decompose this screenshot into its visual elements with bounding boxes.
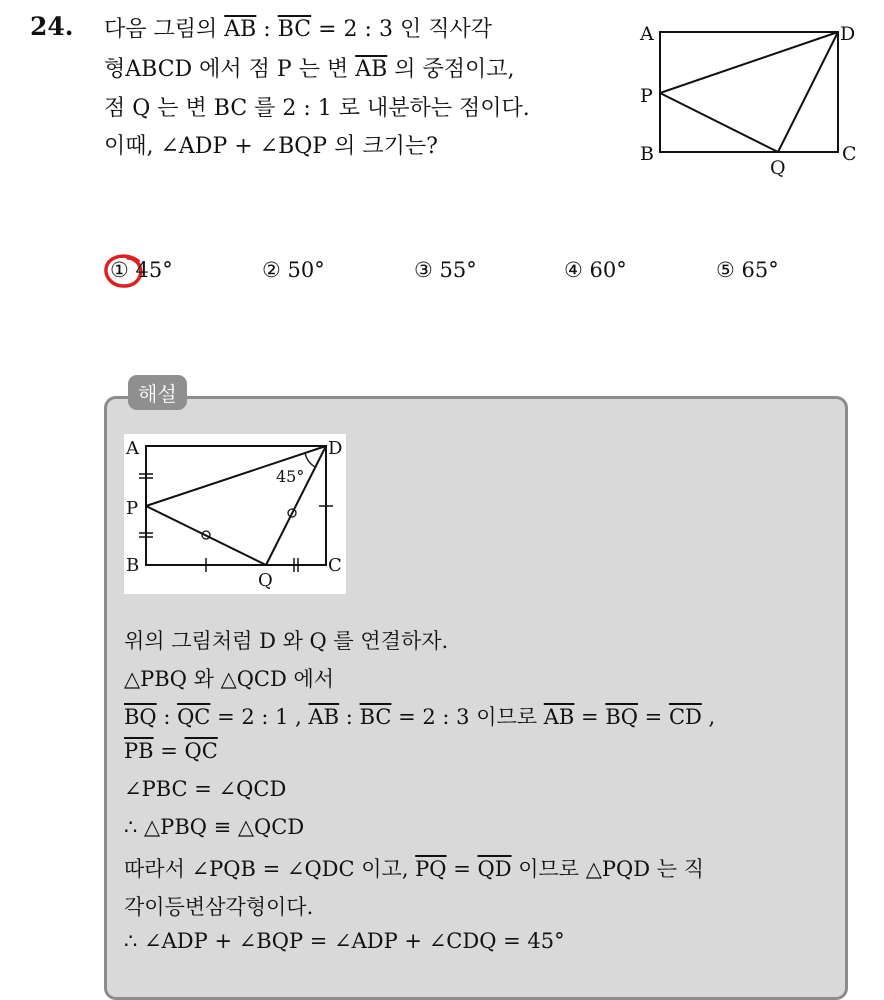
text: = 2 : 3 이므로: [391, 705, 544, 729]
rectangle-figure: [636, 20, 866, 180]
choice-1[interactable]: ① 45°: [110, 258, 173, 282]
label-p: P: [126, 498, 139, 519]
text: =: [153, 739, 185, 763]
segment-bq: $\overline{BQ}$: [124, 705, 157, 729]
segment-pq: [660, 93, 778, 152]
answer-choices: [0, 258, 884, 294]
text: 의 중점이고,: [387, 57, 515, 82]
text: :: [156, 705, 178, 729]
segment-qd: $\overline{QD}$: [477, 857, 512, 881]
label-p: P: [640, 85, 653, 107]
segment-qc: $\overline{QC}$: [184, 739, 218, 763]
segment-cd: $\overline{CD}$: [668, 705, 702, 729]
solution-line-4: [124, 739, 218, 763]
segment-pb: $\overline{PB}$: [124, 739, 154, 763]
segment-ab: $\overline{AB}$: [224, 17, 257, 42]
label-q: Q: [770, 157, 786, 179]
text: = 2 : 1 ,: [210, 705, 309, 729]
segment-pq: $\overline{PQ}$: [415, 857, 447, 881]
solution-figure: [124, 434, 346, 594]
segment-ab: $\overline{AB}$: [355, 57, 388, 82]
choice-5[interactable]: ⑤ 65°: [716, 258, 779, 282]
label-d: D: [328, 438, 343, 459]
solution-line-8: 각이등변삼각형이다.: [124, 895, 314, 919]
segment-ab: $\overline{AB}$: [308, 705, 340, 729]
choice-3[interactable]: ③ 55°: [414, 258, 477, 282]
text: :: [339, 705, 360, 729]
label-c: C: [328, 555, 342, 576]
question-number: 24.: [30, 12, 74, 41]
rectangle-abcd: [660, 32, 838, 152]
segment-bc: $\overline{BC}$: [359, 705, 392, 729]
text: =: [446, 857, 478, 881]
solution-line-3: [124, 701, 715, 731]
solution-line-9: ∴ ∠ADP + ∠BQP = ∠ADP + ∠CDQ = 45°: [124, 929, 565, 953]
label-b: B: [640, 143, 654, 165]
text: = 2 : 3 인 직사각: [311, 17, 492, 42]
text: :: [256, 17, 278, 42]
solution-line-2: △PBQ 와 △QCD 에서: [124, 667, 335, 691]
segment-bc: $\overline{BC}$: [277, 17, 312, 42]
solution-line-7: [124, 853, 704, 883]
solution-line-6: ∴ △PBQ ≡ △QCD: [124, 815, 305, 839]
segment-qc: $\overline{QC}$: [177, 705, 211, 729]
label-a: A: [126, 438, 139, 459]
text: 따라서 ∠PQB = ∠QDC 이고,: [124, 857, 416, 881]
text: ,: [701, 705, 716, 729]
text: =: [637, 705, 669, 729]
choice-4[interactable]: ④ 60°: [564, 258, 627, 282]
solution-line-5: ∠PBC = ∠QCD: [124, 777, 287, 801]
label-a: A: [640, 23, 654, 45]
text: 형ABCD 에서 점 P 는 변: [104, 57, 356, 82]
text: 다음 그림의: [104, 17, 225, 42]
solution-tab: 해설: [128, 375, 187, 410]
text: 이므로 △PQD 는 직: [511, 857, 705, 881]
text: =: [574, 705, 606, 729]
question-line-2: [104, 52, 515, 83]
question-line-4: 이때, ∠ADP + ∠BQP 의 크기는?: [104, 134, 438, 159]
question-line-1: [104, 12, 492, 43]
label-q: Q: [258, 570, 273, 591]
angle-label: 45°: [276, 467, 305, 486]
segment-bq: $\overline{BQ}$: [605, 705, 638, 729]
question-line-3: 점 Q 는 변 BC 를 2 : 1 로 내분하는 점이다.: [104, 96, 530, 121]
label-c: C: [842, 143, 857, 165]
label-b: B: [126, 555, 140, 576]
solution-line-1: 위의 그림처럼 D 와 Q 를 연결하자.: [124, 629, 449, 653]
choice-2[interactable]: ② 50°: [262, 258, 325, 282]
segment-ab: $\overline{AB}$: [543, 705, 575, 729]
label-d: D: [840, 23, 856, 45]
